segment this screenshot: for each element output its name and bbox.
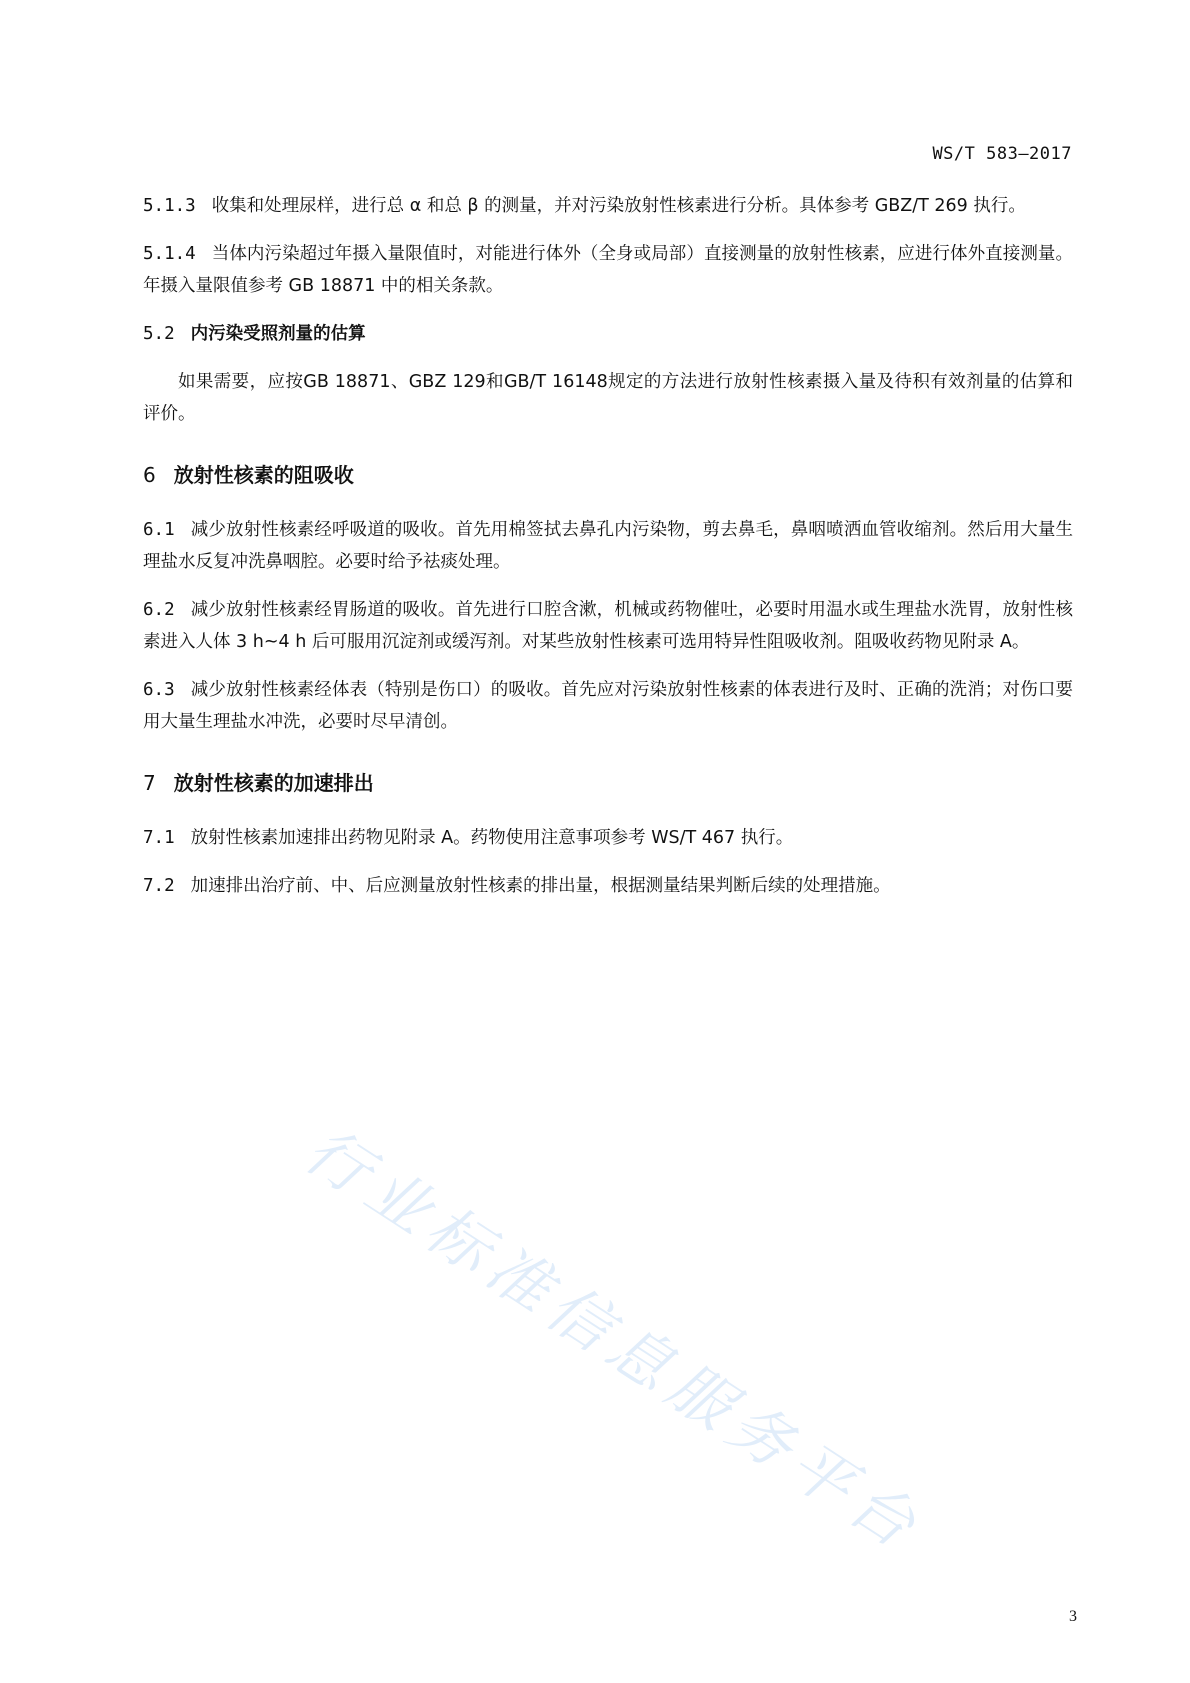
clause-text: 收集和处理尿样，进行总 α 和总 β 的测量，并对污染放射性核素进行分析。具体参考 GBZ/T 269 执行。 — [211, 196, 1026, 216]
clause-number: 5.1.3 — [143, 196, 196, 216]
document-body — [143, 190, 1073, 918]
clause-text: 减少放射性核素经胃肠道的吸收。首先进行口腔含漱，机械或药物催吐，必要时用温水或生理盐水洗胃，放射性核素进入人体 3 h~4 h 后可服用沉淀剂或缓泻剂。对某些放射性核素可选用特异性阻吸收剂。阻吸收药物见附录 A。 — [143, 600, 1073, 652]
clause-5-2-paragraph: 如果需要，应按GB 18871、GBZ 129和GB/T 16148规定的方法进行放射性核素摄入量及待积有效剂量的估算和评价。 — [143, 372, 1073, 424]
clause-number: 5.2 — [143, 324, 175, 344]
clause-number: 5.1.4 — [143, 244, 196, 264]
clause-text: 当体内污染超过年摄入量限值时，对能进行体外（全身或局部）直接测量的放射性核素，应进行体外直接测量。年摄入量限值参考 GB 18871 中的相关条款。 — [143, 244, 1073, 296]
document-id-header: WS/T 583—2017 — [932, 144, 1072, 164]
clause-5-2-heading — [143, 318, 1073, 350]
section-number: 7 — [143, 771, 156, 795]
clause-6-1 — [143, 514, 1073, 578]
clause-number: 6.3 — [143, 680, 175, 700]
clause-6-3 — [143, 674, 1073, 738]
clause-5-1-3 — [143, 190, 1073, 222]
section-number: 6 — [143, 463, 156, 487]
section-6-heading — [143, 458, 1073, 492]
clause-text: 减少放射性核素经呼吸道的吸收。首先用棉签拭去鼻孔内污染物，剪去鼻毛，鼻咽喷洒血管收缩剂。然后用大量生理盐水反复冲洗鼻咽腔。必要时给予祛痰处理。 — [143, 520, 1073, 572]
clause-6-2 — [143, 594, 1073, 658]
page-number: 3 — [1069, 1608, 1077, 1625]
clause-text: 减少放射性核素经体表（特别是伤口）的吸收。首先应对污染放射性核素的体表进行及时、正确的洗消；对伤口要用大量生理盐水冲洗，必要时尽早清创。 — [143, 680, 1073, 732]
clause-text: 放射性核素加速排出药物见附录 A。药物使用注意事项参考 WS/T 467 执行。 — [190, 828, 794, 848]
section-7-heading — [143, 766, 1073, 800]
clause-title: 内污染受照剂量的估算 — [190, 324, 366, 344]
clause-text: 加速排出治疗前、中、后应测量放射性核素的排出量，根据测量结果判断后续的处理措施。 — [190, 876, 891, 896]
clause-number: 7.1 — [143, 828, 175, 848]
clause-number: 6.1 — [143, 520, 175, 540]
section-title: 放射性核素的阻吸收 — [173, 463, 354, 487]
section-title: 放射性核素的加速排出 — [173, 771, 374, 795]
clause-number: 6.2 — [143, 600, 175, 620]
clause-number: 7.2 — [143, 876, 175, 896]
clause-7-2 — [143, 870, 1073, 902]
clause-5-1-4 — [143, 238, 1073, 302]
clause-7-1 — [143, 822, 1073, 854]
watermark: 行业标准信息服务平台 — [292, 1113, 937, 1567]
